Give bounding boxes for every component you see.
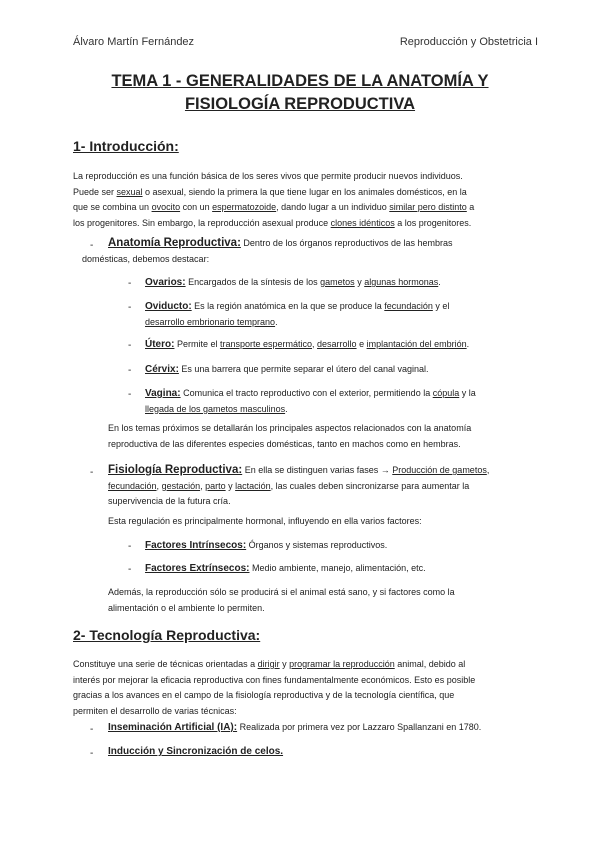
list-item-ia: Inseminación Artificial (IA): Realizada por primera vez por Lazzaro Spallanzani en 1780. [108,722,482,733]
section-1-heading: 1- Introducción: [73,138,179,154]
term-sexual: sexual [116,186,143,197]
header-author: Álvaro Martín Fernández [73,36,195,48]
intro-line-1: La reproducción es una función básica de los seres vivos que permite producir nuevos individuos. [73,171,463,181]
bullet-dash: - [128,340,132,351]
physiology-regulation: Esta regulación es principalmente hormonal, influyendo en ella varios factores: [108,516,422,526]
page-title [0,70,600,116]
list-item-extrinsecos: Factores Extrínsecos: Medio ambiente, manejo, alimentación, etc. [145,563,426,574]
title-line-2: FISIOLOGÍA REPRODUCTIVA [184,95,416,113]
list-item-cervix: Cérvix: Es una barrera que permite separar el útero del canal vaginal. [145,364,429,375]
term-similar: similar pero distinto [389,202,467,213]
term-espermatozoide: espermatozoide [212,202,277,213]
bullet-dash: - [128,389,132,400]
term-clones: clones idénticos [330,217,395,228]
header-course: Reproducción y Obstetricia I [399,36,538,48]
anatomy-block: Anatomía Reproductiva: Dentro de los órganos reproductivos de las hembras domésticas, debemos destacar: [108,236,548,267]
intro-line-2: Puede ser sexual o asexual, siendo la primera la que tiene lugar en los animales domésticos, en la [73,186,467,197]
physiology-heading: Fisiología Reproductiva: [108,464,243,476]
list-item-vagina: Vagina: Comunica el tracto reproductivo con el exterior, permitiendo la cópula y la llegada de los gametos masculinos. [145,388,476,414]
anatomy-heading: Anatomía Reproductiva: [108,237,241,249]
bullet-dash: - [90,467,94,478]
intro-paragraph [73,169,543,231]
bullet-dash: - [90,240,94,251]
intro-line-4: los progenitores. Sin embargo, la reproducción asexual produce clones idénticos a los progenitores. [73,217,472,228]
tech-paragraph: Constituye una serie de técnicas orientadas a dirigir y programar la reproducción animal, debido al interés por mejorar la eficacia reproductiva con fines fundamentalmente económicos. Esto es posible gracias a los avances en el campo de la fisiología reproductiva y de la tecnología científica, que permiten el desarrollo de varias técnicas: [73,659,476,716]
list-item-intrinsecos: Factores Intrínsecos: Órganos y sistemas reproductivos. [145,540,388,551]
anatomy-closing: En los temas próximos se detallarán los principales aspectos relacionados con la anatomía reproductiva de las diferentes especies domésticas, tanto en machos como en hembras. [108,423,472,449]
term-ovocito: ovocito [151,202,181,213]
bullet-dash: - [128,365,132,376]
list-item-oviducto: Oviducto: Es la región anatómica en la que se produce la fecundación y el desarrollo embrionario temprano. [145,301,450,327]
physiology-block: Fisiología Reproductiva: En ella se distinguen varias fases → Producción de gametos, fecundación, gestación, parto y lactación, las cuales deben sincronizarse para aumentar la supervivencia de la futura cría. [108,464,490,507]
list-item-celos: Inducción y Sincronización de celos. [108,746,284,757]
section-2-heading: 2- Tecnología Reproductiva: [73,627,261,643]
bullet-dash: - [128,541,132,552]
bullet-dash: - [90,724,94,735]
title-line-1: TEMA 1 - GENERALIDADES DE LA ANATOMÍA Y [111,72,489,90]
intro-line-3: que se combina un ovocito con un espermatozoide, dando lugar a un individuo similar pero distinto a [73,202,475,213]
bullet-dash: - [128,564,132,575]
physiology-closing: Además, la reproducción sólo se producirá si el animal está sano, y si factores como la alimentación o el ambiente lo permiten. [108,587,455,613]
anatomy-line-2: domésticas, debemos destacar: [82,253,210,264]
list-item-utero: Útero: Permite el transporte espermático, desarrollo e implantación del embrión. [145,339,470,350]
list-item-ovarios: Ovarios: Encargados de la síntesis de los gametos y algunas hormonas. [145,277,441,288]
bullet-dash: - [90,748,94,759]
bullet-dash: - [128,302,132,313]
bullet-dash: - [128,278,132,289]
